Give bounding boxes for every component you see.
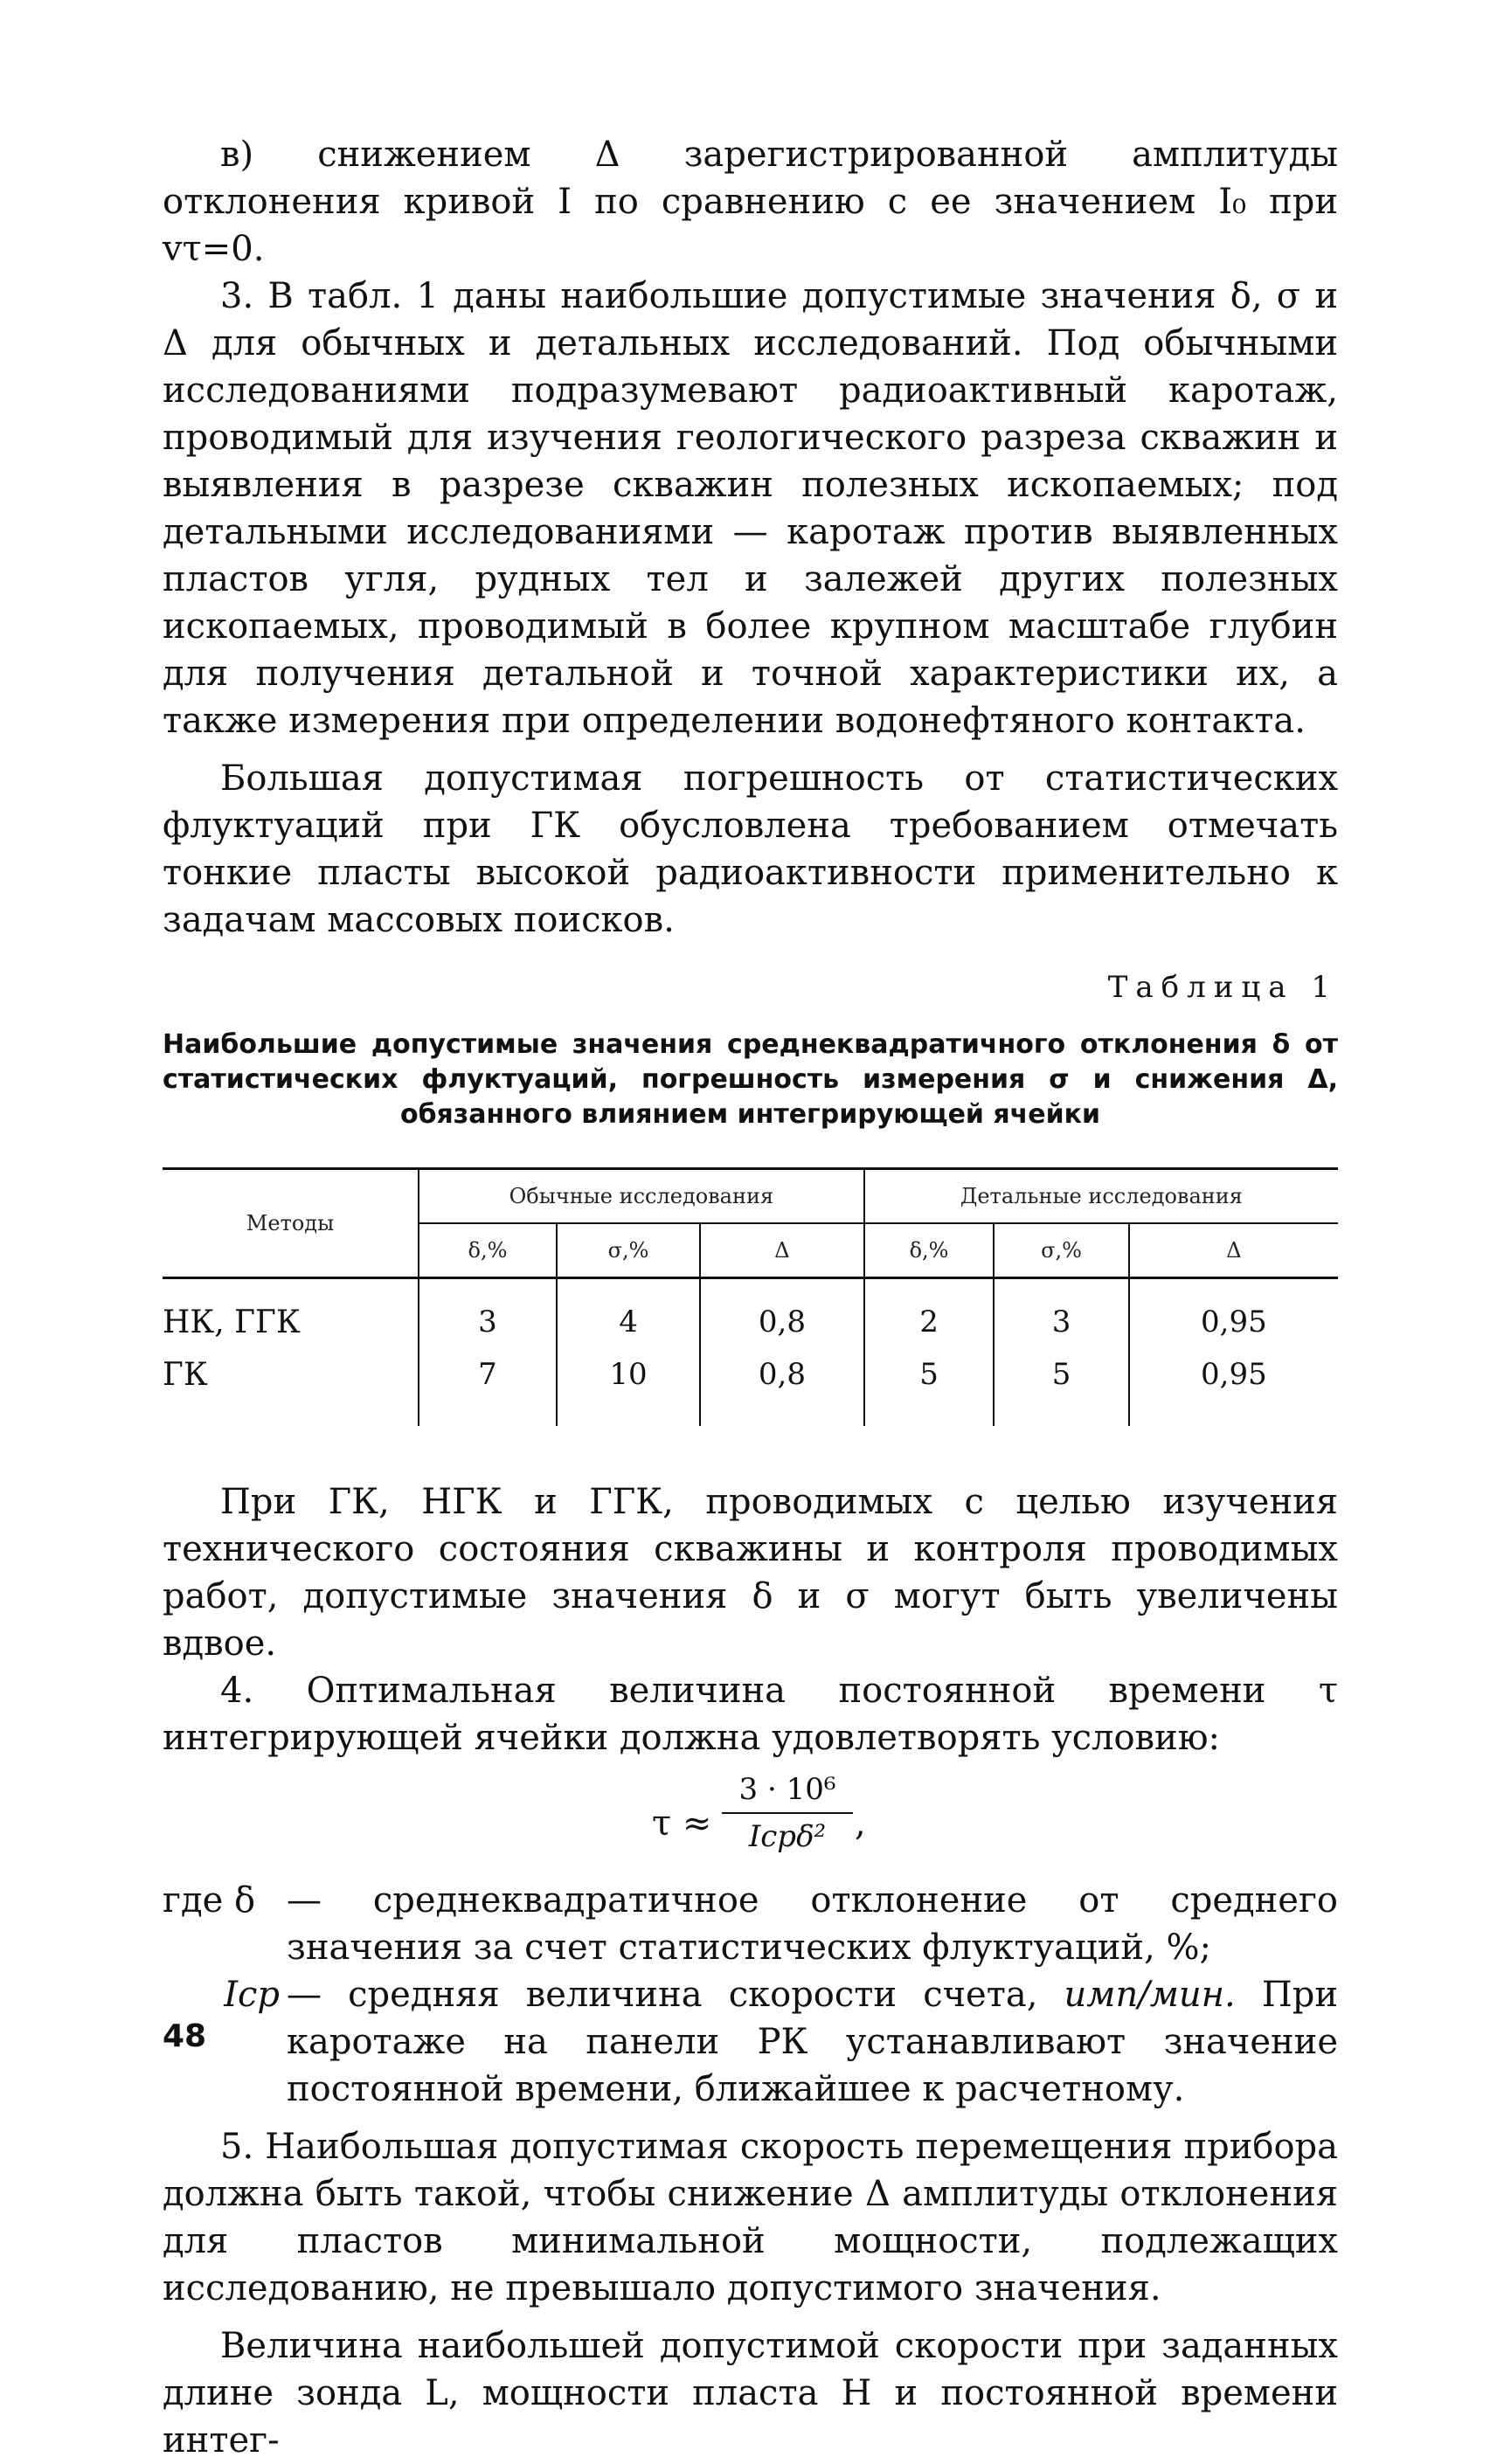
subheader-sigma1: σ,% xyxy=(557,1223,700,1278)
formula xyxy=(163,1768,1338,1873)
paragraph-1: в) снижением Δ зарегистрированной амплитуды отклонения кривой I по сравнению с ее значением I₀ при vτ=0. xyxy=(163,135,1338,269)
value-cell: 0,95 xyxy=(1129,1348,1338,1426)
definition-delta xyxy=(163,1877,1338,1971)
paragraph-3: Большая допустимая погрешность от статистических флуктуаций при ГК обусловлена требованием отмечать тонкие пласты высокой радиоактивности применительно к задачам массовых поисков. xyxy=(163,758,1338,940)
definition-text: — средняя величина скорости счета, имп/мин. При каротаже на панели РК устанавливают значение постоянной времени, ближайшее к расчетному. xyxy=(287,1975,1338,2109)
paragraph-5: 4. Оптимальная величина постоянной времени τ интегрирующей ячейки должна удовлетворять условию: xyxy=(163,1671,1338,1758)
methods-header: Методы xyxy=(163,1169,419,1278)
page-number: 48 xyxy=(163,2018,207,2054)
method-cell: ГК xyxy=(163,1356,208,1393)
paragraph-7: Величина наибольшей допустимой скорости при заданных длине зонда L, мощности пласта H и постоянной времени интег- xyxy=(163,2326,1338,2461)
value-cell: 7 xyxy=(419,1348,557,1426)
value-cell: 5 xyxy=(994,1348,1128,1426)
table-row xyxy=(163,1348,1338,1426)
value-cell: 4 xyxy=(557,1278,700,1349)
definitions xyxy=(163,1877,1338,2113)
formula-denominator: Iсрδ² xyxy=(748,1819,827,1854)
group-header-ordinary: Обычные исследования xyxy=(419,1169,864,1224)
page-body xyxy=(163,131,1338,2464)
formula-lhs: τ ≈ xyxy=(652,1803,712,1844)
value-cell: 3 xyxy=(994,1278,1128,1349)
table-label: Таблица 1 xyxy=(1107,970,1338,1005)
value-cell: 0,8 xyxy=(700,1278,864,1349)
table-row xyxy=(163,1278,1338,1349)
table-caption: Наибольшие допустимые значения среднеквадратичного отклонения δ от статистических флуктуаций, погрешность измерения σ и снижения Δ, обязанного влиянием интегрирующей ячейки xyxy=(163,1029,1338,1130)
value-cell: 10 xyxy=(557,1348,700,1426)
subheader-delta2: δ,% xyxy=(864,1223,995,1278)
definition-symbol: где δ xyxy=(163,1880,256,1921)
definition-icp xyxy=(163,1971,1338,2113)
paragraph-6: 5. Наибольшая допустимая скорость перемещения прибора должна быть такой, чтобы снижение Δ амплитуды отклонения для пластов минимальной мощности, подлежащих исследованию, не превышало допустимого значения. xyxy=(163,2127,1338,2308)
value-cell: 2 xyxy=(864,1278,995,1349)
unit-text: имп/мин. xyxy=(1064,1975,1236,2015)
formula-numerator: 3 · 10⁶ xyxy=(738,1772,836,1807)
formula-comma: , xyxy=(855,1803,866,1844)
subheader-sigma2: σ,% xyxy=(994,1223,1128,1278)
subheader-Delta2: Δ xyxy=(1129,1223,1338,1278)
definition-text: — среднеквадратичное отклонение от среднего значения за счет статистических флуктуаций, %; xyxy=(287,1880,1338,1968)
definition-symbol: Iср xyxy=(224,1975,280,2015)
method-cell: НК, ГГК xyxy=(163,1304,301,1340)
fraction-bar xyxy=(722,1812,853,1814)
formula-fraction xyxy=(722,1768,853,1858)
value-cell: 3 xyxy=(419,1278,557,1349)
subheader-Delta1: Δ xyxy=(700,1223,864,1278)
data-table xyxy=(163,1167,1338,1426)
paragraph-4: При ГК, НГК и ГГК, проводимых с целью изучения технического состояния скважины и контроля проводимых работ, допустимые значения δ и σ могут быть увеличены вдвое. xyxy=(163,1482,1338,1664)
subheader-delta1: δ,% xyxy=(419,1223,557,1278)
paragraph-2: 3. В табл. 1 даны наибольшие допустимые значения δ, σ и Δ для обычных и детальных исследований. Под обычными исследованиями подразумевают радиоактивный каротаж, проводимый для изучения геологического разреза скважин и выявления в разрезе скважин полезных ископаемых; под детальными исследованиями — каротаж против выявленных пластов угля, рудных тел и залежей других полезных ископаемых, проводимый в более крупном масштабе глубин для получения детальной и точной характеристики их, а также измерения при определении водонефтяного контакта. xyxy=(163,276,1338,741)
group-header-detailed: Детальные исследования xyxy=(864,1169,1338,1224)
value-cell: 0,95 xyxy=(1129,1278,1338,1349)
value-cell: 0,8 xyxy=(700,1348,864,1426)
value-cell: 5 xyxy=(864,1348,995,1426)
